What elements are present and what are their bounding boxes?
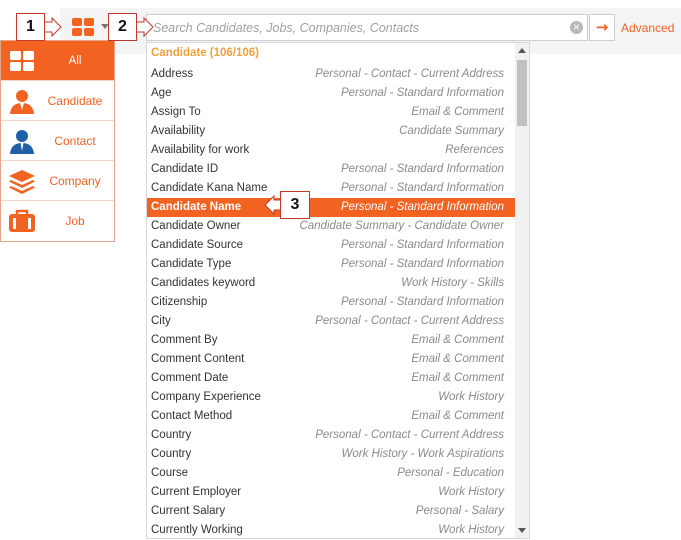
- entity-type-menu: [0, 40, 115, 242]
- option-field-name: Country: [151, 429, 192, 441]
- clear-icon[interactable]: ×: [570, 21, 583, 34]
- briefcase-icon: [8, 208, 36, 234]
- option-category: Work History: [438, 391, 504, 403]
- dropdown-scrollbar[interactable]: [515, 43, 529, 538]
- menu-item-company[interactable]: [1, 161, 114, 201]
- option-field-name: City: [151, 315, 171, 327]
- dropdown-option[interactable]: [147, 198, 515, 217]
- option-category: References: [445, 144, 504, 156]
- option-field-name: Current Salary: [151, 505, 226, 517]
- option-field-name: Comment Date: [151, 372, 229, 384]
- dropdown-option[interactable]: [147, 84, 515, 103]
- option-field-name: Address: [151, 68, 194, 80]
- option-category: Personal - Salary: [415, 505, 504, 517]
- dropdown-option[interactable]: [147, 502, 515, 521]
- dropdown-option[interactable]: [147, 445, 515, 464]
- option-field-name: Company Experience: [151, 391, 261, 403]
- option-category: Email & Comment: [411, 410, 504, 422]
- menu-item-label: Contact: [54, 134, 96, 148]
- dropdown-option[interactable]: [147, 103, 515, 122]
- advanced-link[interactable]: Advanced: [621, 21, 675, 35]
- option-category: Work History - Skills: [401, 277, 504, 289]
- contact-person-icon: [8, 128, 36, 154]
- dropdown-option[interactable]: [147, 369, 515, 388]
- option-field-name: Contact Method: [151, 410, 233, 422]
- option-field-name: Comment By: [151, 334, 218, 346]
- option-field-name: Candidates keyword: [151, 277, 256, 289]
- callout-arrow-icon: [137, 13, 155, 41]
- option-category: Email & Comment: [411, 334, 504, 346]
- dropdown-option[interactable]: [147, 179, 515, 198]
- scrollbar-thumb[interactable]: [517, 60, 527, 126]
- dropdown-option[interactable]: [147, 521, 515, 540]
- menu-item-label: All: [68, 55, 82, 67]
- option-category: Work History - Work Aspirations: [341, 448, 504, 460]
- option-category: Email & Comment: [411, 106, 504, 118]
- search-field-dropdown: [146, 42, 530, 539]
- grid-icon: [8, 48, 36, 74]
- search-go-icon[interactable]: →: [589, 14, 615, 41]
- dropdown-option[interactable]: [147, 483, 515, 502]
- option-field-name: Current Employer: [151, 486, 242, 498]
- scroll-up-icon[interactable]: [518, 48, 526, 53]
- option-category: Candidate Summary - Candidate Owner: [299, 220, 504, 232]
- search-input[interactable]: [153, 18, 563, 37]
- option-category: Personal - Standard Information: [340, 258, 504, 270]
- option-field-name: Age: [151, 87, 172, 99]
- option-category: Personal - Contact - Current Address: [315, 68, 504, 80]
- option-field-name: Candidate Name: [151, 201, 242, 213]
- option-category: Personal - Standard Information: [340, 239, 504, 251]
- option-category: Personal - Standard Information: [340, 201, 504, 213]
- option-field-name: Course: [151, 467, 189, 479]
- menu-item-all[interactable]: [1, 41, 114, 81]
- option-category: Candidate Summary: [399, 125, 504, 137]
- callout-arrow-icon: [263, 191, 281, 219]
- option-category: Email & Comment: [411, 353, 504, 365]
- dropdown-option[interactable]: [147, 217, 515, 236]
- dropdown-section-header: Candidate (106/106): [151, 47, 260, 59]
- option-category: Personal - Education: [397, 467, 504, 479]
- dropdown-option[interactable]: [147, 274, 515, 293]
- callout-2: 2: [108, 13, 137, 41]
- callout-1: 1: [16, 13, 45, 41]
- option-category: Work History: [438, 524, 504, 536]
- option-category: Email & Comment: [411, 372, 504, 384]
- option-field-name: Candidate Kana Name: [151, 182, 268, 194]
- dropdown-option[interactable]: [147, 464, 515, 483]
- dropdown-option[interactable]: [147, 65, 515, 84]
- option-category: Personal - Standard Information: [340, 87, 504, 99]
- option-field-name: Availability: [151, 125, 206, 137]
- option-category: Personal - Standard Information: [340, 296, 504, 308]
- callout-arrow-icon: [45, 13, 63, 41]
- option-category: Work History: [438, 486, 504, 498]
- person-icon: [8, 88, 36, 114]
- menu-item-label: Job: [65, 214, 85, 228]
- dropdown-option[interactable]: [147, 255, 515, 274]
- menu-item-job[interactable]: [1, 201, 114, 241]
- option-field-name: Currently Working: [151, 524, 243, 536]
- option-category: Personal - Standard Information: [340, 163, 504, 175]
- option-field-name: Candidate Source: [151, 239, 244, 251]
- search-box: [146, 14, 588, 41]
- option-field-name: Availability for work: [151, 144, 250, 156]
- option-field-name: Candidate Type: [151, 258, 232, 270]
- dropdown-option[interactable]: [147, 236, 515, 255]
- option-category: Personal - Contact - Current Address: [315, 429, 504, 441]
- grid-icon[interactable]: [70, 16, 96, 38]
- option-field-name: Assign To: [151, 106, 201, 118]
- dropdown-option[interactable]: [147, 426, 515, 445]
- option-field-name: Country: [151, 448, 192, 460]
- dropdown-option[interactable]: [147, 312, 515, 331]
- option-field-name: Candidate Owner: [151, 220, 241, 232]
- dropdown-option[interactable]: [147, 407, 515, 426]
- menu-item-candidate[interactable]: [1, 81, 114, 121]
- dropdown-option[interactable]: [147, 122, 515, 141]
- option-field-name: Citizenship: [151, 296, 208, 308]
- option-field-name: Comment Content: [151, 353, 245, 365]
- option-category: Personal - Contact - Current Address: [315, 315, 504, 327]
- callout-3: 3: [280, 191, 310, 219]
- menu-item-label: Candidate: [47, 94, 103, 108]
- layers-icon: [8, 168, 36, 194]
- dropdown-option[interactable]: [147, 331, 515, 350]
- dropdown-option[interactable]: [147, 388, 515, 407]
- dropdown-option[interactable]: [147, 160, 515, 179]
- option-field-name: Candidate ID: [151, 163, 219, 175]
- scroll-down-icon[interactable]: [518, 528, 526, 533]
- dropdown-option[interactable]: [147, 293, 515, 312]
- option-category: Personal - Standard Information: [340, 182, 504, 194]
- menu-item-label: Company: [49, 174, 101, 188]
- dropdown-option[interactable]: [147, 141, 515, 160]
- menu-item-contact[interactable]: [1, 121, 114, 161]
- dropdown-option[interactable]: [147, 350, 515, 369]
